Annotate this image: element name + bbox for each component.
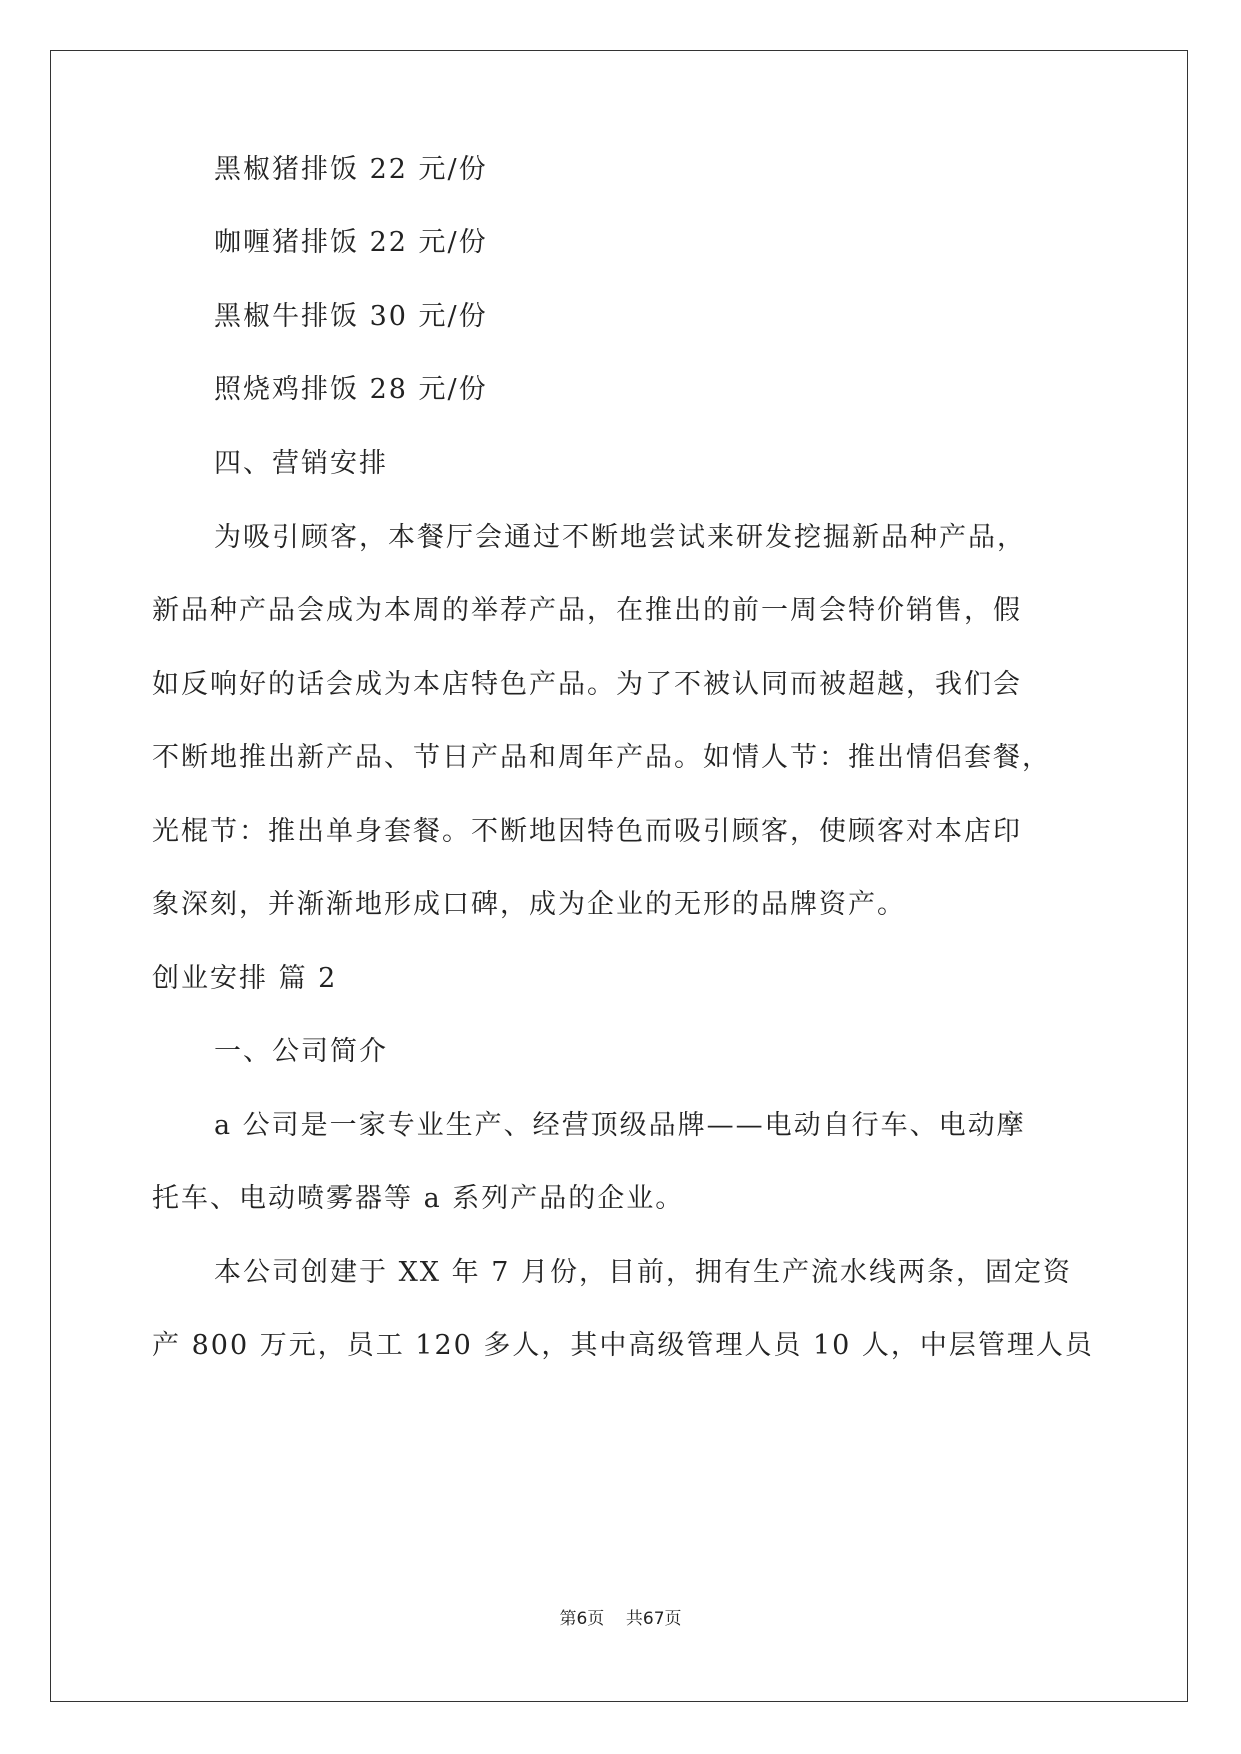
- menu-item: 黑椒牛排饭 30 元/份: [214, 301, 488, 332]
- footer-suffix: 页: [664, 1609, 682, 1629]
- paragraph-line: 如反响好的话会成为本店特色产品。为了不被认同而被超越，我们会: [152, 669, 1022, 700]
- paragraph-line: 不断地推出新产品、节日产品和周年产品。如情人节：推出情侣套餐，: [152, 742, 1051, 773]
- page-footer: [0, 1608, 1241, 1630]
- footer-page-number: 6: [576, 1609, 588, 1629]
- paragraph-line: a 公司是一家专业生产、经营顶级品牌——电动自行车、电动摩: [214, 1110, 1026, 1141]
- paragraph-line: 光棍节：推出单身套餐。不断地因特色而吸引顾客，使顾客对本店印: [152, 816, 1022, 847]
- menu-item: 黑椒猪排饭 22 元/份: [214, 154, 488, 185]
- paragraph-line: 为吸引顾客，本餐厅会通过不断地尝试来研发挖掘新品种产品，: [214, 522, 1026, 553]
- paragraph-line: 象深刻，并渐渐地形成口碑，成为企业的无形的品牌资产。: [152, 889, 906, 920]
- paragraph-line: 本公司创建于 XX 年 7 月份，目前，拥有生产流水线两条，固定资: [214, 1257, 1072, 1288]
- menu-item: 咖喱猪排饭 22 元/份: [214, 227, 488, 258]
- page-border: [50, 50, 1188, 1702]
- footer-total-pages: 67: [642, 1609, 665, 1629]
- footer-prefix: 第: [559, 1609, 577, 1629]
- paragraph-line: 产 800 万元，员工 120 多人，其中高级管理人员 10 人，中层管理人员: [152, 1330, 1094, 1361]
- chapter-title: 创业安排 篇 2: [152, 963, 338, 994]
- paragraph-line: 托车、电动喷雾器等 a 系列产品的企业。: [152, 1183, 685, 1214]
- menu-item: 照烧鸡排饭 28 元/份: [214, 374, 488, 405]
- footer-mid: 页 共: [587, 1609, 643, 1629]
- section-heading: 四、营销安排: [214, 448, 388, 479]
- section-heading: 一、公司简介: [214, 1036, 388, 1067]
- paragraph-line: 新品种产品会成为本周的举荐产品，在推出的前一周会特价销售，假: [152, 595, 1022, 626]
